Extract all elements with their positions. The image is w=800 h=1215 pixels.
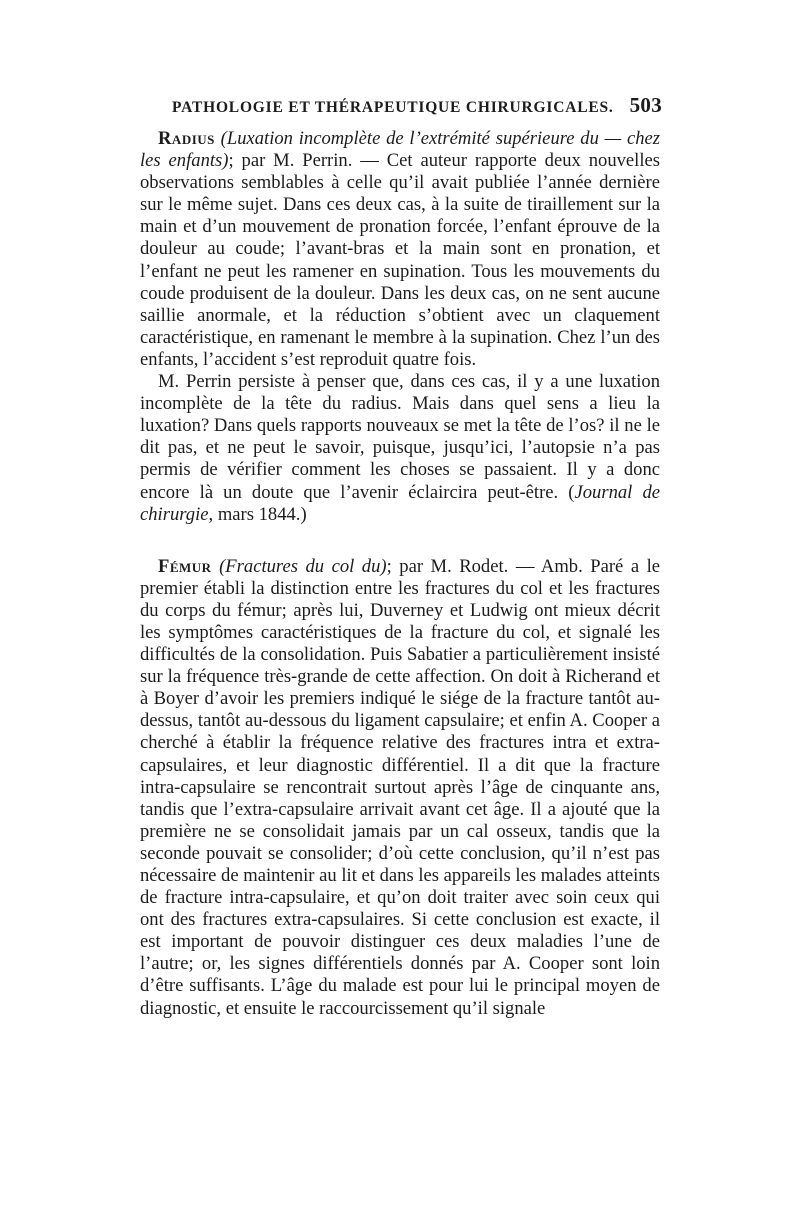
paragraph-femur-1 bbox=[140, 556, 660, 1020]
citation-date: , mars 1844.) bbox=[208, 503, 307, 525]
citation-journal: Journal de chirurgie bbox=[140, 481, 661, 525]
entry-subtitle-radius: (Luxation incomplète de l’extrémité supérieure du — chez les enfants) bbox=[140, 128, 661, 172]
paragraph-text: ; par M. Rodet. — Amb. Paré a le premier établi la distinction entre les fractures du col et les fractures du corps du fémur; après lui, Duverney et Ludwig ont mieux décrit les symptômes caractéristiques de la fracture du col, et signalé les difficultés de la consolidation. Puis Sabatier a particulièrement insisté sur la fréquence très-grande de cette affection. On doit à Richerand et à Boyer d’avoir les premiers indiqué le siége de la fracture tantôt au-dessus, tantôt au-dessous du ligament capsulaire; et enfin A. Cooper a cherché à établir la fréquence relative des fractures intra et extra-capsulaires, et leur diagnostic différentiel. Il a dit que la fracture intra-capsulaire se rencontrait surtout après l’âge de cinquante ans, tandis que l’extra-capsulaire arrivait avant cet âge. Il a ajouté que la première ne se consolidait jamais par un cal osseux, tandis que la seconde pouvait se consolider; d’où cette conclusion, qu’il n’est pas nécessaire de maintenir au lit et dans les appareils les malades atteints de fracture intra-capsulaire, et qu’on doit traiter avec soin ceux qui ont des fractures extra-capsulaires. Si cette conclusion est exacte, il est important de pouvoir distinguer ces deux maladies l’une de l’autre; or, les signes différentiels donnés par A. Cooper sont loin d’être suffisants. L’âge du malade est pour lui le principal moyen de diagnostic, et ensuite le raccourcissement qu’il signale bbox=[140, 555, 661, 1019]
paragraph-radius-2: M. Perrin persiste à penser que, dans ces cas, il y a une luxation incomplète de la tête du radius. Mais dans quel sens a lieu la luxation? Dans quels rapports nouveaux se met la tête de l’os? il ne le dit pas, et ne peut le savoir, puisque, jusqu’ici, l’autopsie n’a pas permis de vérifier comment les choses se passaient. Il y a donc encore là un doute que l’avenir éclaircira peut-être. (Journal de chirurgie, mars 1844.) bbox=[140, 371, 661, 525]
section-gap bbox=[140, 526, 660, 556]
entry-heading-radius: Radius bbox=[158, 128, 215, 149]
paragraph-radius-1 bbox=[140, 128, 660, 371]
page-body bbox=[140, 128, 660, 1020]
page-number: 503 bbox=[629, 93, 662, 117]
paragraph-text: M. Perrin persiste à penser que, dans ces cas, il y a une luxation incomplète de la tête du radius. Mais dans quel sens a lieu la luxation? Dans quels rapports nouveaux se met la tête de l’os? il ne le dit pas, et ne peut le savoir, puisque, jusqu’ici, l’autopsie n’a pas permis de vérifier comment les choses se passaient. Il y a donc encore là un doute que l’avenir éclaircira peut-être. bbox=[140, 371, 660, 503]
running-title: PATHOLOGIE ET THÉRAPEUTIQUE CHIRURGICALES. bbox=[172, 99, 614, 116]
paragraph-text: ; par M. Perrin. — Cet auteur rapporte deux nouvelles observations semblables à celle qu’il avait publiée l’année dernière sur le même sujet. Dans ces deux cas, à la suite de tiraillement sur la main et d’un mouvement de pronation forcée, l’enfant éprouve de la douleur au coude; l’avant-bras et la main sont en pronation, et l’enfant ne peut les ramener en supination. Tous les mouvements du coude produisent de la douleur. Dans les deux cas, on ne sent aucune saillie anormale, et la réduction s’obtient avec un claquement caractéristique, en ramenant le membre à la supination. Chez l’un des enfants, l’accident s’est reproduit quatre fois. bbox=[140, 150, 660, 370]
entry-heading-femur: Fémur bbox=[158, 555, 212, 577]
entry-subtitle-femur: (Fractures du col du) bbox=[219, 555, 387, 577]
running-head bbox=[172, 93, 662, 117]
